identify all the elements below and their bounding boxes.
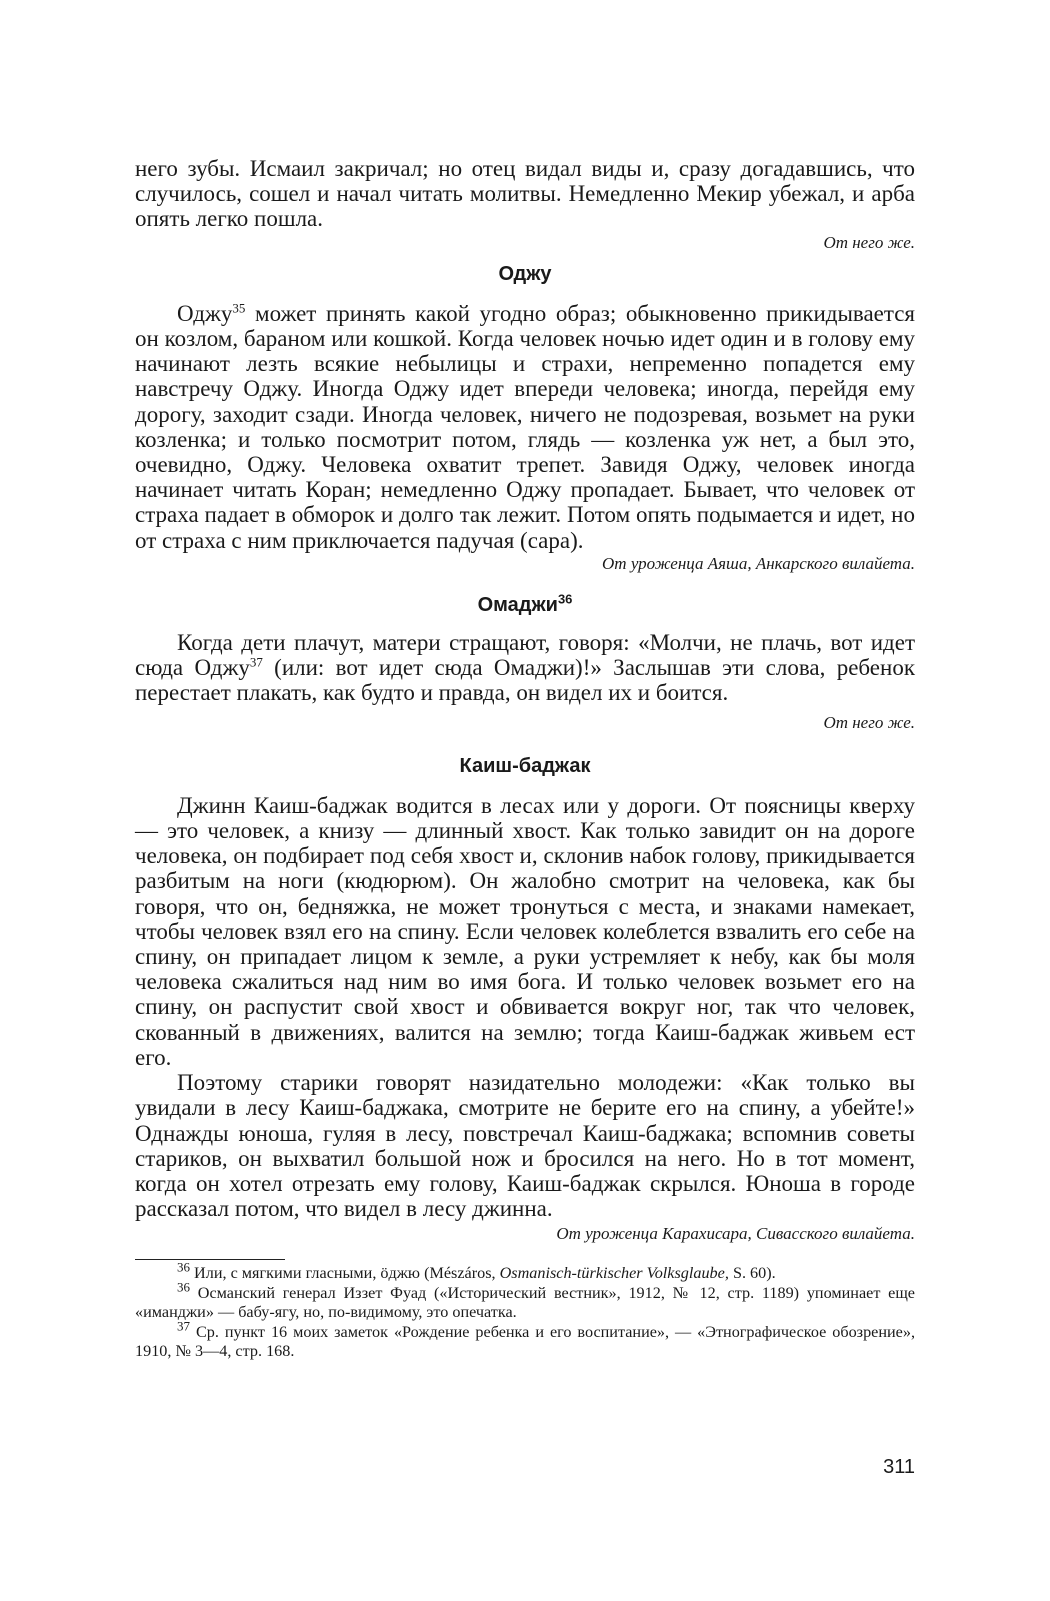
footnote-number: 36 <box>177 1279 190 1295</box>
footnote <box>135 1318 915 1362</box>
odju-source: От уроженца Аяша, Анкарского вилайета. <box>602 553 915 573</box>
omadji-text-a: Когда дети плачут, матери стращают, говоря: «Молчи, не плачь, вот идет сюда Оджу <box>135 630 915 681</box>
page-number: 311 <box>883 1456 915 1478</box>
intro-source: От него же. <box>823 232 915 252</box>
odju-lead: Оджу <box>177 300 233 326</box>
section-title-omadji <box>135 593 915 618</box>
footnote-text: Османский генерал Иззет Фуад («Исторический вестник», 1912, № 12, стр. 1189) упоминает еще «иманджи» — бабу-ягу, но, по-видимому, это опечатка. <box>135 1283 915 1322</box>
omadji-text-b: (или: вот идет сюда Омаджи)!» Заслышав эти слова, ребенок перестает плакать, как будто и правда, он видел их и боится. <box>135 655 915 706</box>
kaish-paragraph-1: Джинн Каиш-баджак водится в лесах или у дороги. От поясницы кверху — это человек, а книзу — длинный хвост. Как только завидит он на дороге человека, он подбирает под себя хвост и, склонив набок голову, прикидывается разбитым на ноги (кюдюрюм). Он жалобно смотрит на человека, как бы говоря, что он, бедняжка, не может тронуться с места, и знаками намекает, чтобы человек взял его на спину. Если человек колеблется взвалить его себе на спину, он припадает лицом к земле, а руки устремляет к небу, как бы моля человека сжалиться над ним во имя бога. И только человек возьмет его на спину, он распустит свой хвост и обвивается вокруг ног, так что человек, скованный в движениях, валится на землю; тогда Каиш-баджак живьем ест его. <box>135 792 915 1070</box>
odju-paragraph <box>135 301 915 553</box>
kaish-paragraph-2: Поэтому старики говорят назидательно молодежи: «Как только вы увидали в лесу Каиш-баджака, смотрите не берите его на спину, а убейте!» Однажды юноша, гуляя в лесу, повстречал Каиш-баджака; вспомнив советы стариков, он выхватил большой нож и бросился на него. Но в тот момент, когда он хотел отрезать ему голову, Каиш-баджак скрылся. Юноша в городе рассказал потом, что видел в лесу джинна. <box>135 1070 915 1222</box>
footnote <box>135 1259 915 1284</box>
footnote-ref: 36 <box>557 591 573 607</box>
section-title-kaish: Каиш-баджак <box>459 754 591 777</box>
footnote-number: 36 <box>177 1259 190 1275</box>
omadji-paragraph <box>135 630 915 706</box>
page-content <box>135 156 915 1362</box>
odju-text: может принять какой угодно образ; обыкновенно прикидывается он козлом, бараном или кошкой. Когда человек ночью идет один и в голову ему начинают лезть всякие небылицы и страхи, непременно попадется ему навстречу Оджу. Иногда Оджу идет впереди человека; иногда, перейдя ему дорогу, заходит сзади. Иногда человек, ничего не подозревая, возьмет на руки козленка; и только посмотрит потом, глядь — козленка уж нет, а был это, очевидно, Оджу. Человека охватит трепет. Завидя Оджу, человек иногда начинает читать Коран; немедленно Оджу пропадает. Бывает, что человек от страха падает в обморок и долго так лежит. Потом опять подымается и идет, но от страха с ним приключается падучая (сара). <box>135 300 915 553</box>
footnote-ref: 35 <box>232 300 246 316</box>
omadji-source: От него же. <box>823 712 915 732</box>
footnote-text: Или, с мягкими гласными, ӧджю (Mészáros, <box>190 1264 500 1283</box>
kaish-source: От уроженца Карахисара, Сивасского вилайета. <box>556 1224 915 1244</box>
footnote-italic: Osmanisch-türkischer Volksglaube, <box>499 1264 729 1283</box>
footnote <box>135 1279 915 1323</box>
footnote-text: Ср. пункт 16 моих заметок «Рождение ребенка и его воспитание», — «Этнографическое обозрение», 1910, № 3—4, стр. 168. <box>135 1322 915 1361</box>
footnote-ref: 37 <box>249 654 263 670</box>
footnote-divider <box>135 1259 285 1260</box>
footnote-number: 37 <box>177 1318 190 1334</box>
intro-paragraph: него зубы. Исмаил закричал; но отец видал виды и, сразу догадавшись, что случилось, сошел и начал читать молитвы. Немедленно Мекир убежал, и арба опять легко пошла. <box>135 156 915 232</box>
section-title-odju: Оджу <box>498 262 552 285</box>
omadji-title: Омаджи <box>477 593 558 616</box>
footnote-text-end: S. 60). <box>728 1264 776 1283</box>
